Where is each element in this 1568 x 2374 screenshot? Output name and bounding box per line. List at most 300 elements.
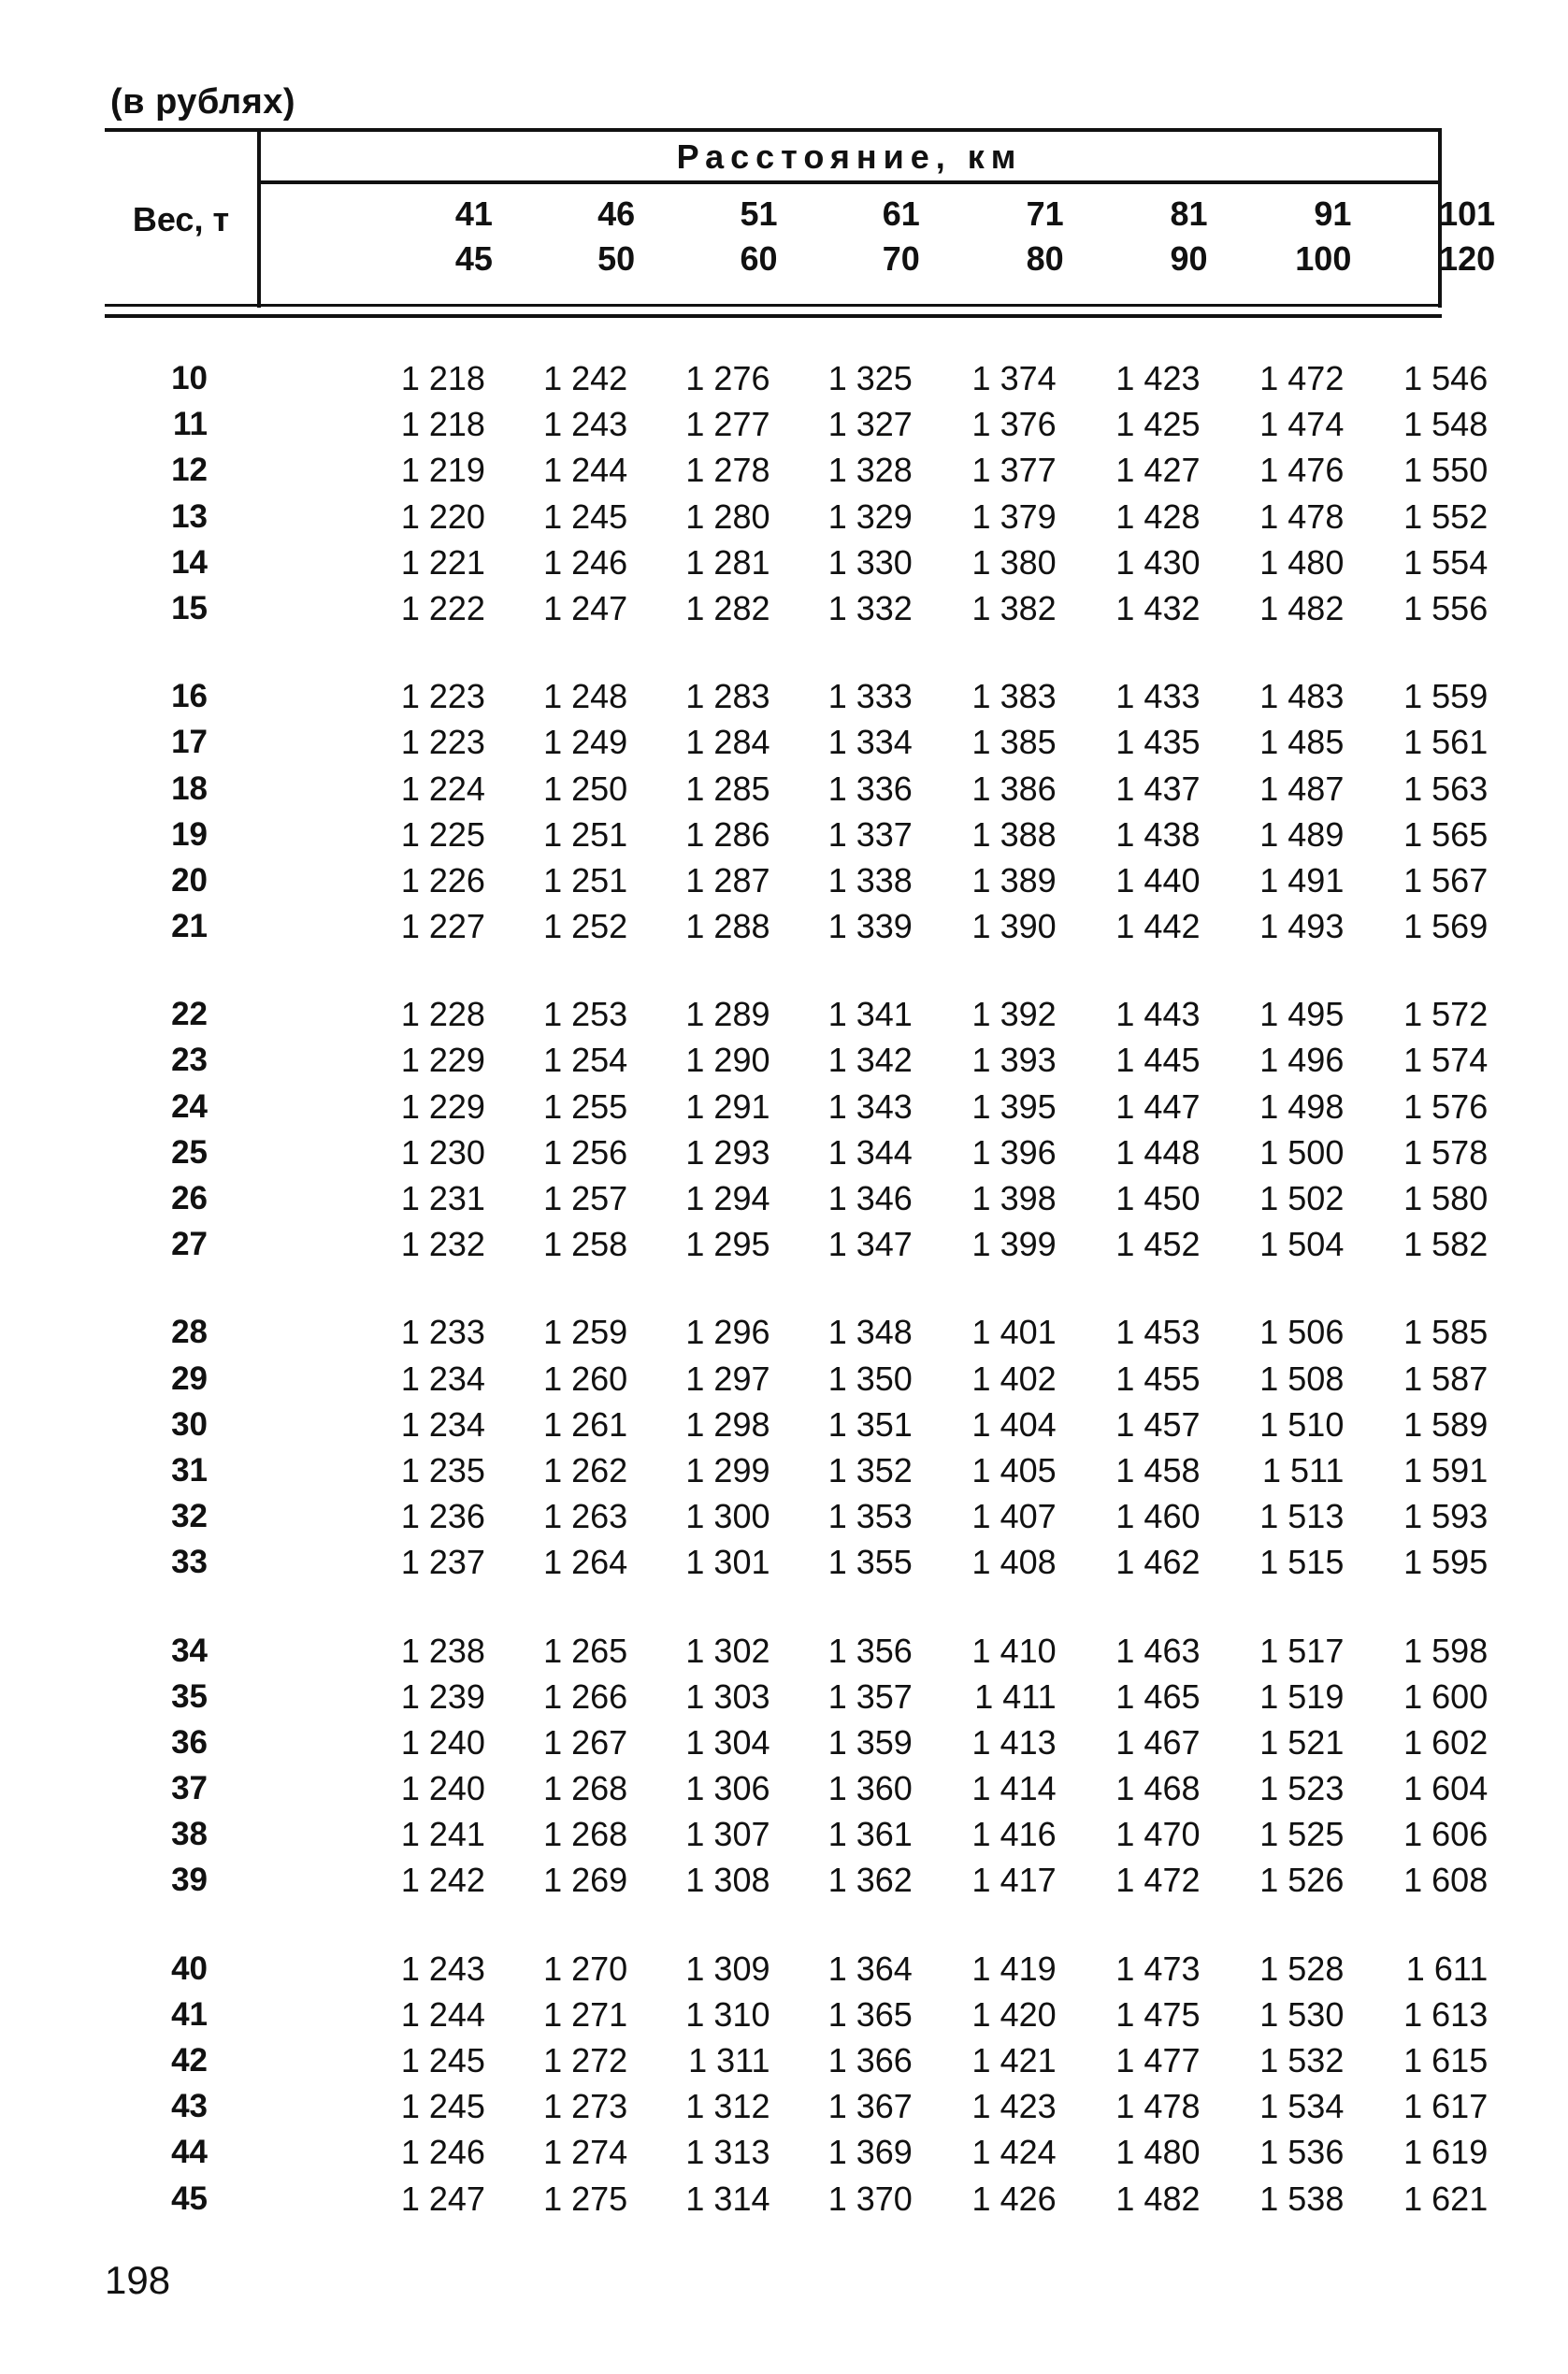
range-to: 100	[1295, 239, 1352, 278]
price-cell: 1 546	[1403, 359, 1489, 397]
price-cell: 1 526	[1259, 1861, 1345, 1900]
price-cell: 1 385	[971, 723, 1057, 762]
price-cell: 1 367	[827, 2087, 913, 2126]
price-cell: 1 438	[1115, 814, 1201, 854]
price-cell: 1 585	[1403, 1313, 1489, 1352]
price-cell: 1 425	[1115, 405, 1201, 444]
price-cell: 1 467	[1115, 1722, 1201, 1762]
weight-cell: 27	[171, 1226, 208, 1263]
price-cell: 1 556	[1403, 588, 1489, 627]
range-to: 70	[882, 239, 920, 278]
price-cell: 1 413	[971, 1722, 1057, 1762]
price-cell: 1 519	[1259, 1676, 1345, 1716]
price-cell: 1 404	[971, 1404, 1057, 1444]
price-cell: 1 536	[1259, 2133, 1345, 2172]
price-cell: 1 419	[971, 1949, 1057, 1988]
price-cell: 1 223	[400, 677, 485, 716]
price-cell: 1 388	[971, 814, 1057, 854]
price-cell: 1 483	[1259, 677, 1345, 716]
price-cell: 1 565	[1403, 814, 1489, 854]
price-cell: 1 242	[543, 359, 628, 397]
tariff-table	[105, 128, 1496, 2218]
price-cell: 1 498	[1259, 1086, 1345, 1126]
weight-cell: 13	[171, 497, 208, 535]
price-cell: 1 617	[1403, 2087, 1489, 2126]
price-cell: 1 530	[1259, 1994, 1345, 2034]
price-cell: 1 361	[827, 1815, 913, 1854]
table-row	[105, 2037, 1489, 2083]
price-cell: 1 298	[685, 1404, 770, 1444]
price-cell: 1 245	[400, 2087, 485, 2126]
price-cell: 1 593	[1403, 1497, 1489, 1536]
price-cell: 1 277	[685, 405, 770, 444]
price-cell: 1 448	[1115, 1132, 1201, 1172]
price-cell: 1 269	[543, 1861, 628, 1900]
weight-column-header: Вес, т	[132, 200, 230, 238]
price-cell: 1 293	[685, 1132, 770, 1172]
price-cell: 1 602	[1403, 1722, 1489, 1762]
price-cell: 1 380	[971, 542, 1057, 582]
price-cell: 1 360	[827, 1769, 913, 1808]
price-cell: 1 252	[543, 907, 628, 946]
price-cell: 1 256	[543, 1132, 628, 1172]
price-cell: 1 300	[685, 1497, 770, 1536]
price-cell: 1 474	[1259, 405, 1345, 444]
distance-range-4	[916, 192, 1064, 281]
table-row	[105, 447, 1489, 493]
price-cell: 1 341	[827, 995, 913, 1034]
price-cell: 1 437	[1115, 769, 1201, 808]
weight-cell: 15	[171, 589, 208, 626]
price-cell: 1 370	[827, 2179, 913, 2218]
price-cell: 1 421	[971, 2041, 1057, 2079]
price-cell: 1 237	[400, 1543, 485, 1582]
weight-cell: 20	[171, 861, 208, 899]
price-cell: 1 248	[543, 677, 628, 716]
table-row	[105, 1037, 1489, 1083]
table-row	[105, 1674, 1489, 1719]
price-cell: 1 500	[1259, 1132, 1345, 1172]
price-cell: 1 307	[685, 1815, 770, 1854]
price-cell: 1 604	[1403, 1769, 1489, 1808]
price-cell: 1 229	[400, 1086, 485, 1126]
price-cell: 1 517	[1259, 1631, 1345, 1670]
table-row	[105, 494, 1489, 540]
price-cell: 1 291	[685, 1086, 770, 1126]
distance-range-2	[630, 192, 778, 281]
price-cell: 1 265	[543, 1631, 628, 1670]
price-cell: 1 226	[400, 860, 485, 899]
price-cell: 1 357	[827, 1676, 913, 1716]
price-cell: 1 245	[543, 496, 628, 536]
price-cell: 1 452	[1115, 1225, 1201, 1264]
price-cell: 1 414	[971, 1769, 1057, 1808]
distance-range-7	[1347, 192, 1495, 281]
price-cell: 1 578	[1403, 1132, 1489, 1172]
weight-cell: 17	[171, 724, 208, 761]
price-cell: 1 496	[1259, 1041, 1345, 1080]
page-number: 198	[105, 2258, 171, 2302]
price-cell: 1 430	[1115, 542, 1201, 582]
price-cell: 1 525	[1259, 1815, 1345, 1854]
price-cell: 1 267	[543, 1722, 628, 1762]
price-cell: 1 229	[400, 1041, 485, 1080]
price-cell: 1 309	[685, 1949, 770, 1988]
range-from: 61	[882, 194, 920, 233]
price-cell: 1 281	[685, 542, 770, 582]
price-cell: 1 445	[1115, 1041, 1201, 1080]
price-cell: 1 410	[971, 1631, 1057, 1670]
price-cell: 1 582	[1403, 1225, 1489, 1264]
price-cell: 1 563	[1403, 769, 1489, 808]
price-cell: 1 230	[400, 1132, 485, 1172]
price-cell: 1 280	[685, 496, 770, 536]
table-row	[105, 1175, 1489, 1221]
price-cell: 1 423	[971, 2087, 1057, 2126]
price-cell: 1 362	[827, 1861, 913, 1900]
table-header	[105, 128, 1496, 308]
price-cell: 1 511	[1261, 1450, 1345, 1489]
price-cell: 1 223	[400, 723, 485, 762]
table-row	[105, 401, 1489, 447]
price-cell: 1 338	[827, 860, 913, 899]
price-cell: 1 257	[543, 1179, 628, 1217]
price-cell: 1 513	[1259, 1497, 1345, 1536]
price-cell: 1 442	[1115, 907, 1201, 946]
table-row	[105, 1539, 1489, 1585]
price-cell: 1 561	[1403, 723, 1489, 762]
price-cell: 1 233	[400, 1313, 485, 1352]
price-cell: 1 606	[1403, 1815, 1489, 1854]
price-cell: 1 275	[543, 2179, 628, 2218]
price-cell: 1 472	[1259, 359, 1345, 397]
price-cell: 1 243	[543, 405, 628, 444]
price-cell: 1 356	[827, 1631, 913, 1670]
price-cell: 1 238	[400, 1631, 485, 1670]
price-cell: 1 264	[543, 1543, 628, 1582]
header-divider	[105, 304, 1442, 307]
price-cell: 1 600	[1403, 1676, 1489, 1716]
price-cell: 1 344	[827, 1132, 913, 1172]
range-to: 60	[740, 239, 778, 278]
price-cell: 1 234	[400, 1404, 485, 1444]
price-cell: 1 350	[827, 1359, 913, 1398]
price-cell: 1 297	[685, 1359, 770, 1398]
price-cell: 1 379	[971, 496, 1057, 536]
price-cell: 1 427	[1115, 451, 1201, 490]
price-cell: 1 383	[971, 677, 1057, 716]
price-cell: 1 390	[971, 907, 1057, 946]
price-cell: 1 567	[1403, 860, 1489, 899]
table-row	[105, 1309, 1489, 1355]
price-cell: 1 286	[685, 814, 770, 854]
price-cell: 1 343	[827, 1086, 913, 1126]
price-cell: 1 250	[543, 769, 628, 808]
table-row	[105, 355, 1489, 401]
price-cell: 1 462	[1115, 1543, 1201, 1582]
price-cell: 1 572	[1403, 995, 1489, 1034]
price-cell: 1 489	[1259, 814, 1345, 854]
price-cell: 1 303	[685, 1676, 770, 1716]
price-cell: 1 538	[1259, 2179, 1345, 2218]
price-cell: 1 330	[827, 542, 913, 582]
price-cell: 1 491	[1259, 860, 1345, 899]
price-cell: 1 615	[1403, 2041, 1489, 2079]
table-row	[105, 1447, 1489, 1493]
price-cell: 1 289	[685, 995, 770, 1034]
price-cell: 1 392	[971, 995, 1057, 1034]
price-cell: 1 244	[543, 451, 628, 490]
price-cell: 1 411	[974, 1676, 1057, 1716]
range-from: 81	[1170, 194, 1208, 233]
weight-cell: 41	[171, 1995, 208, 2033]
price-cell: 1 457	[1115, 1404, 1201, 1444]
price-cell: 1 241	[400, 1815, 485, 1854]
price-cell: 1 548	[1403, 405, 1489, 444]
range-to: 120	[1439, 239, 1496, 278]
price-cell: 1 329	[827, 496, 913, 536]
price-cell: 1 311	[688, 2041, 770, 2079]
price-cell: 1 475	[1115, 1994, 1201, 2034]
table-row	[105, 1811, 1489, 1857]
price-cell: 1 240	[400, 1769, 485, 1808]
price-cell: 1 587	[1403, 1359, 1489, 1398]
price-cell: 1 455	[1115, 1359, 1201, 1398]
range-from: 41	[454, 194, 493, 233]
weight-cell: 44	[171, 2134, 208, 2171]
price-cell: 1 433	[1115, 677, 1201, 716]
price-cell: 1 611	[1405, 1949, 1489, 1988]
price-cell: 1 528	[1259, 1949, 1345, 1988]
price-cell: 1 473	[1115, 1949, 1201, 1988]
price-cell: 1 591	[1403, 1450, 1489, 1489]
price-cell: 1 282	[685, 588, 770, 627]
price-cell: 1 554	[1403, 542, 1489, 582]
price-cell: 1 402	[971, 1359, 1057, 1398]
price-cell: 1 420	[971, 1994, 1057, 2034]
price-cell: 1 262	[543, 1450, 628, 1489]
price-cell: 1 552	[1403, 496, 1489, 536]
weight-cell: 26	[171, 1180, 208, 1216]
price-cell: 1 218	[400, 405, 485, 444]
price-cell: 1 287	[685, 860, 770, 899]
price-cell: 1 346	[827, 1179, 913, 1217]
price-cell: 1 428	[1115, 496, 1201, 536]
weight-cell: 25	[171, 1133, 208, 1171]
price-cell: 1 426	[971, 2179, 1057, 2218]
weight-cell: 12	[171, 452, 208, 489]
price-cell: 1 348	[827, 1313, 913, 1352]
weight-cell: 22	[171, 996, 208, 1033]
price-cell: 1 382	[971, 588, 1057, 627]
price-cell: 1 401	[971, 1313, 1057, 1352]
weight-cell: 35	[171, 1677, 208, 1715]
table-row	[105, 812, 1489, 857]
price-cell: 1 621	[1403, 2179, 1489, 2218]
distance-range-5	[1060, 192, 1208, 281]
price-cell: 1 227	[400, 907, 485, 946]
price-cell: 1 232	[400, 1225, 485, 1264]
price-cell: 1 258	[543, 1225, 628, 1264]
price-cell: 1 234	[400, 1359, 485, 1398]
table-row	[105, 1992, 1489, 2037]
price-cell: 1 399	[971, 1225, 1057, 1264]
price-cell: 1 251	[543, 814, 628, 854]
table-row	[105, 540, 1489, 585]
range-to: 90	[1170, 239, 1208, 278]
price-cell: 1 364	[827, 1949, 913, 1988]
price-cell: 1 550	[1403, 451, 1489, 490]
price-cell: 1 480	[1115, 2133, 1201, 2172]
price-cell: 1 290	[685, 1041, 770, 1080]
table-body	[105, 355, 1489, 2222]
price-cell: 1 521	[1259, 1722, 1345, 1762]
price-cell: 1 424	[971, 2133, 1057, 2172]
weight-cell: 39	[171, 1862, 208, 1899]
weight-cell: 43	[171, 2088, 208, 2125]
price-cell: 1 240	[400, 1722, 485, 1762]
price-cell: 1 342	[827, 1041, 913, 1080]
price-cell: 1 423	[1115, 359, 1201, 397]
price-cell: 1 416	[971, 1815, 1057, 1854]
price-cell: 1 589	[1403, 1404, 1489, 1444]
price-cell: 1 263	[543, 1497, 628, 1536]
table-row	[105, 585, 1489, 631]
price-cell: 1 493	[1259, 907, 1345, 946]
price-cell: 1 312	[685, 2087, 770, 2126]
table-row	[105, 1221, 1489, 1267]
price-cell: 1 260	[543, 1359, 628, 1398]
price-cell: 1 270	[543, 1949, 628, 1988]
price-cell: 1 405	[971, 1450, 1057, 1489]
table-row	[105, 673, 1489, 719]
price-cell: 1 366	[827, 2041, 913, 2079]
price-cell: 1 276	[685, 359, 770, 397]
weight-cell: 11	[173, 406, 208, 443]
price-cell: 1 389	[971, 860, 1057, 899]
price-cell: 1 339	[827, 907, 913, 946]
weight-cell: 29	[171, 1360, 208, 1397]
distance-range-6	[1203, 192, 1351, 281]
price-cell: 1 463	[1115, 1631, 1201, 1670]
price-cell: 1 510	[1259, 1404, 1345, 1444]
table-row	[105, 1946, 1489, 1992]
price-cell: 1 532	[1259, 2041, 1345, 2079]
weight-cell: 37	[171, 1770, 208, 1807]
price-cell: 1 478	[1115, 2087, 1201, 2126]
price-cell: 1 285	[685, 769, 770, 808]
price-cell: 1 534	[1259, 2087, 1345, 2126]
price-cell: 1 334	[827, 723, 913, 762]
price-cell: 1 272	[543, 2041, 628, 2079]
price-cell: 1 284	[685, 723, 770, 762]
weight-cell: 38	[171, 1816, 208, 1853]
price-cell: 1 613	[1403, 1994, 1489, 2034]
price-cell: 1 313	[685, 2133, 770, 2172]
price-cell: 1 246	[400, 2133, 485, 2172]
price-cell: 1 228	[400, 995, 485, 1034]
price-cell: 1 432	[1115, 588, 1201, 627]
price-cell: 1 294	[685, 1179, 770, 1217]
price-cell: 1 235	[400, 1450, 485, 1489]
price-cell: 1 268	[543, 1769, 628, 1808]
price-cell: 1 245	[400, 2041, 485, 2079]
weight-cell: 34	[171, 1632, 208, 1669]
price-cell: 1 477	[1115, 2041, 1201, 2079]
range-from: 51	[740, 194, 778, 233]
price-cell: 1 274	[543, 2133, 628, 2172]
price-cell: 1 393	[971, 1041, 1057, 1080]
weight-cell: 23	[171, 1042, 208, 1079]
weight-cell: 42	[171, 2042, 208, 2079]
price-cell: 1 495	[1259, 995, 1345, 1034]
price-cell: 1 515	[1259, 1543, 1345, 1582]
price-cell: 1 576	[1403, 1086, 1489, 1126]
price-cell: 1 608	[1403, 1861, 1489, 1900]
price-cell: 1 253	[543, 995, 628, 1034]
distance-range-0	[345, 192, 493, 281]
weight-cell: 18	[171, 770, 208, 807]
price-cell: 1 559	[1403, 677, 1489, 716]
range-to: 50	[597, 239, 636, 278]
price-cell: 1 220	[400, 496, 485, 536]
price-cell: 1 396	[971, 1132, 1057, 1172]
price-cell: 1 306	[685, 1769, 770, 1808]
price-cell: 1 261	[543, 1404, 628, 1444]
price-cell: 1 506	[1259, 1313, 1345, 1352]
price-cell: 1 365	[827, 1994, 913, 2034]
weight-cell: 31	[171, 1451, 208, 1489]
price-cell: 1 314	[685, 2179, 770, 2218]
price-cell: 1 332	[827, 588, 913, 627]
weight-cell: 45	[171, 2180, 208, 2217]
price-cell: 1 247	[543, 588, 628, 627]
range-to: 45	[454, 239, 493, 278]
table-row	[105, 1084, 1489, 1129]
price-cell: 1 221	[400, 542, 485, 582]
weight-cell: 33	[171, 1544, 208, 1581]
weight-cell: 28	[171, 1314, 208, 1351]
price-cell: 1 231	[400, 1179, 485, 1217]
distance-range-1	[487, 192, 635, 281]
price-cell: 1 458	[1115, 1450, 1201, 1489]
table-row	[105, 1765, 1489, 1811]
price-cell: 1 369	[827, 2133, 913, 2172]
price-cell: 1 247	[400, 2179, 485, 2218]
price-cell: 1 359	[827, 1722, 913, 1762]
table-row	[105, 1628, 1489, 1674]
price-cell: 1 327	[827, 405, 913, 444]
table-row	[105, 1857, 1489, 1903]
distance-header-box	[257, 128, 1496, 308]
table-row	[105, 1356, 1489, 1402]
table-row	[105, 2129, 1489, 2175]
table-row	[105, 991, 1489, 1037]
price-cell: 1 395	[971, 1086, 1057, 1126]
price-cell: 1 502	[1259, 1179, 1345, 1217]
price-cell: 1 504	[1259, 1225, 1345, 1264]
price-cell: 1 336	[827, 769, 913, 808]
price-cell: 1 236	[400, 1497, 485, 1536]
range-from: 46	[597, 194, 636, 233]
price-cell: 1 325	[827, 359, 913, 397]
price-cell: 1 301	[685, 1543, 770, 1582]
price-cell: 1 480	[1259, 542, 1345, 582]
price-cell: 1 353	[827, 1497, 913, 1536]
price-cell: 1 376	[971, 405, 1057, 444]
weight-cell: 40	[171, 1950, 208, 1987]
price-cell: 1 595	[1403, 1543, 1489, 1582]
